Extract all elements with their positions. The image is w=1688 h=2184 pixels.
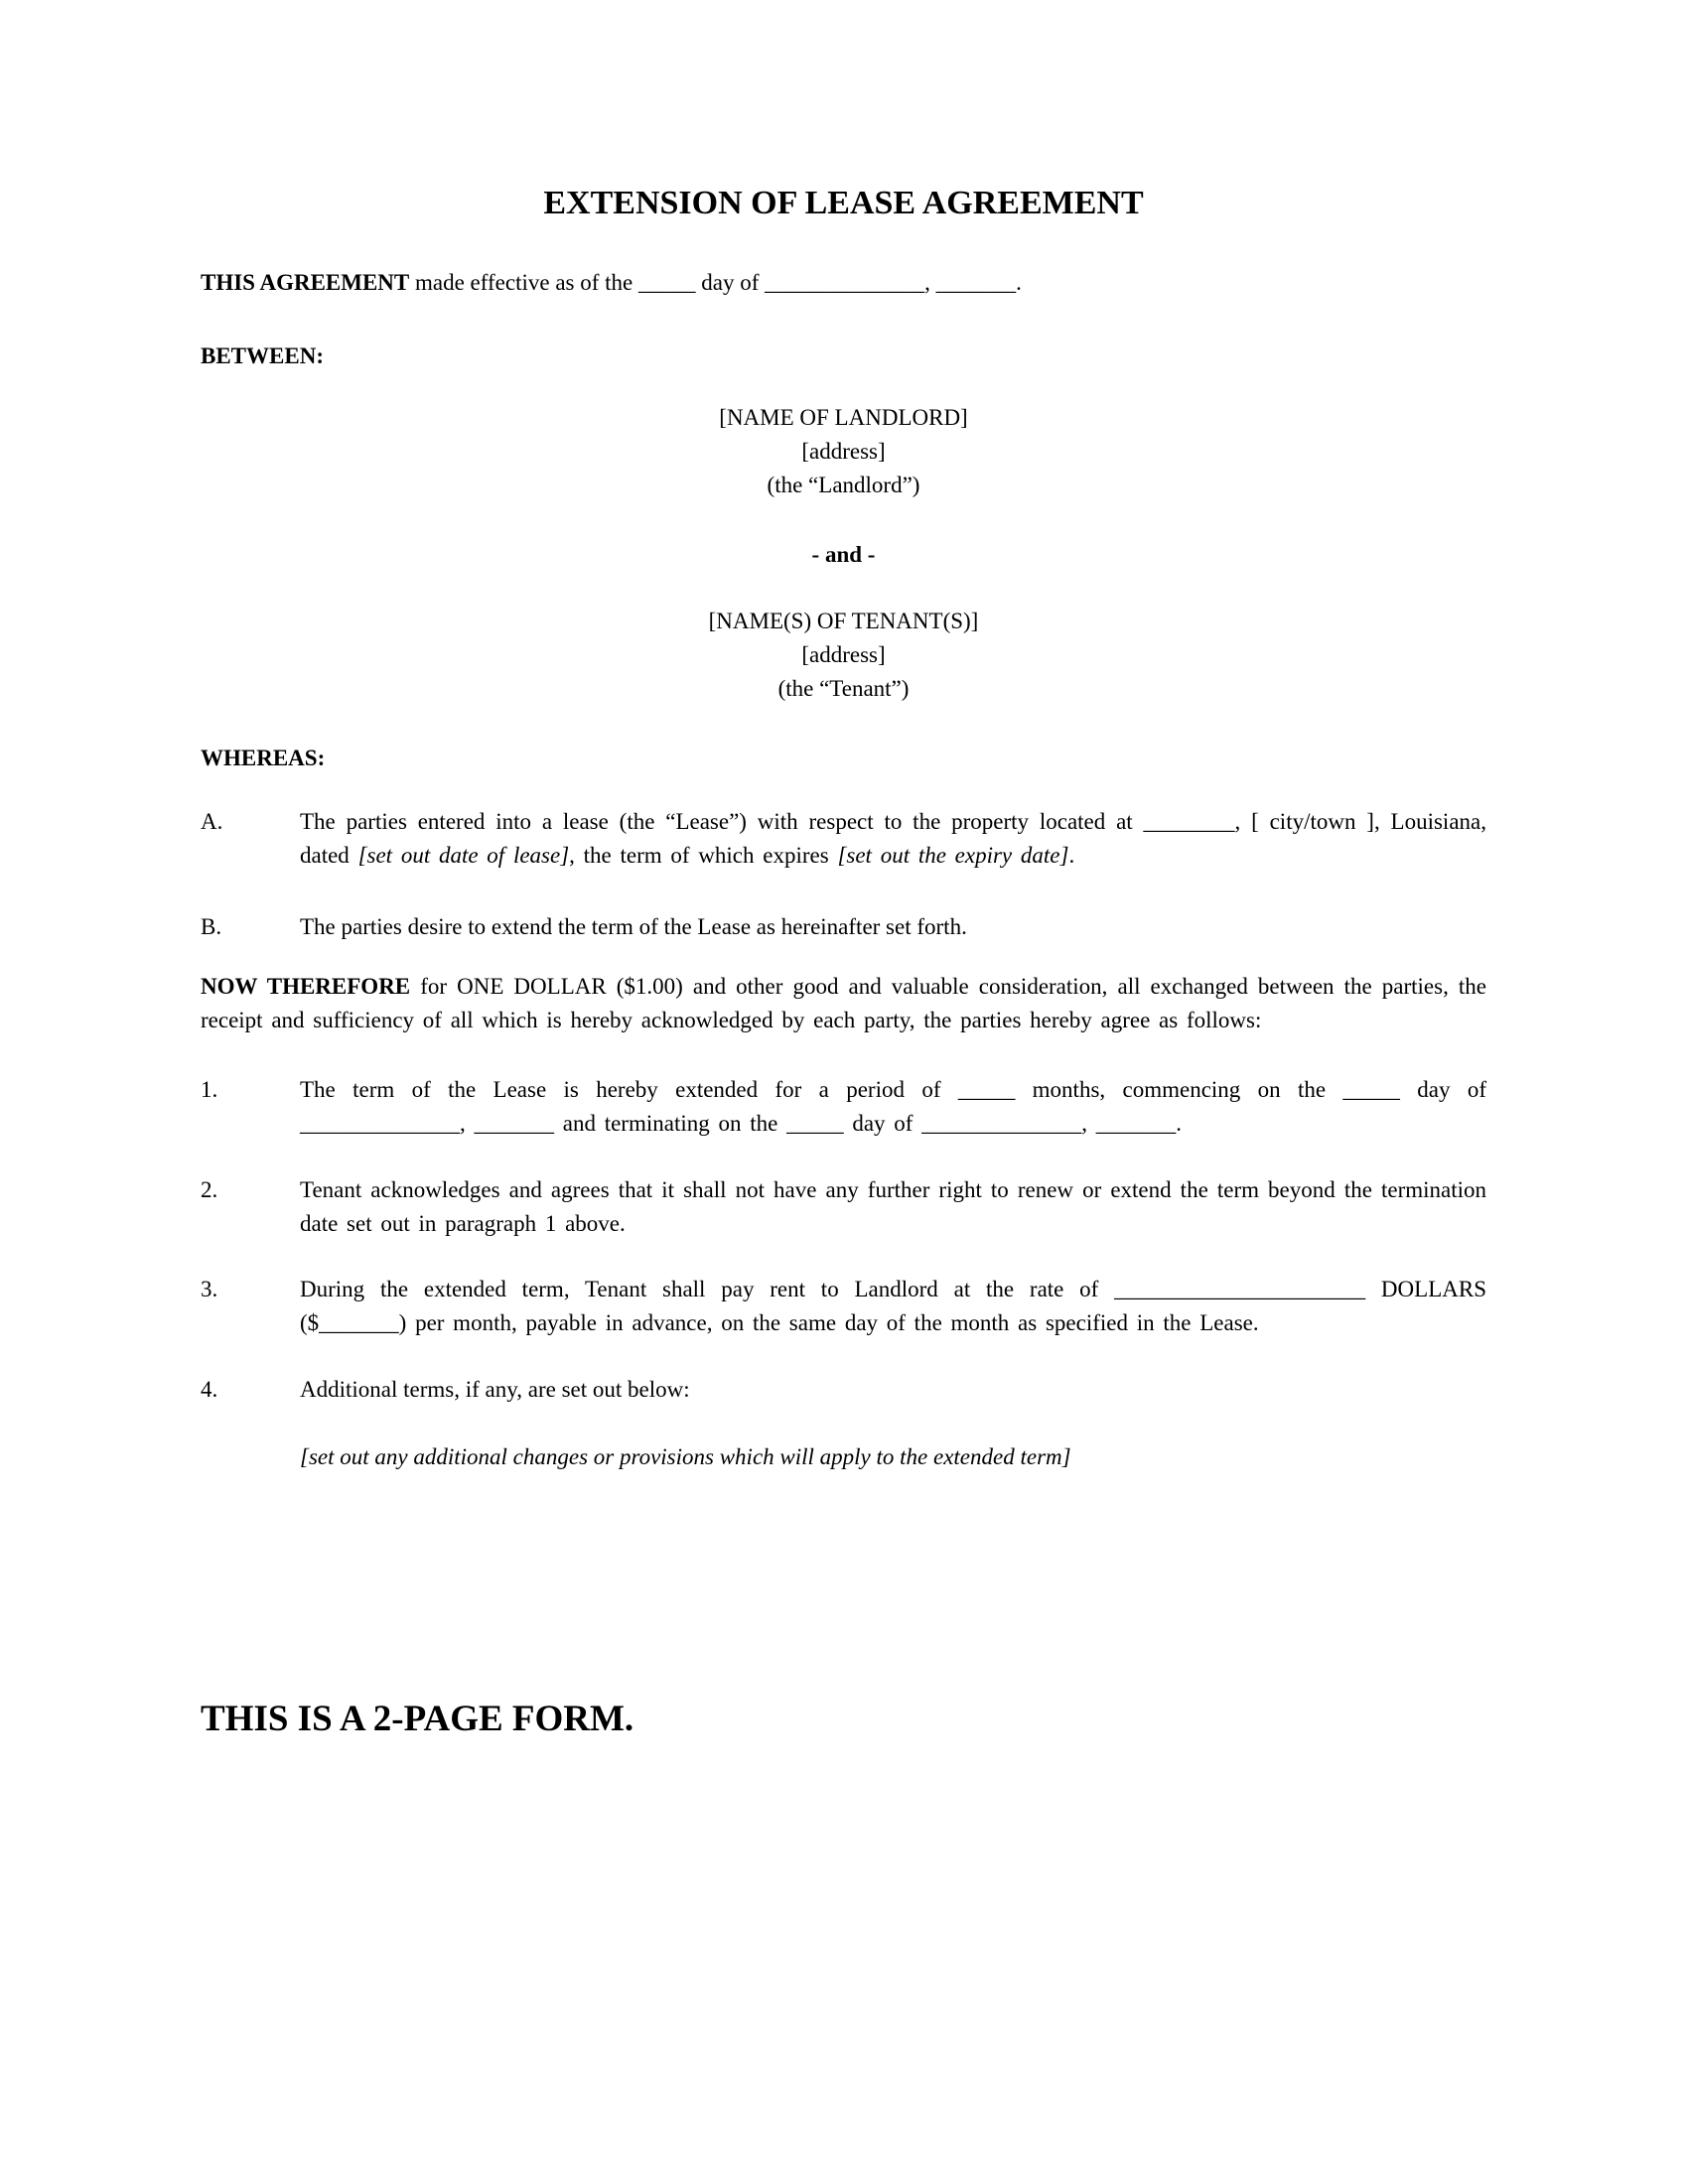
recital-a bbox=[201, 805, 1486, 873]
now-therefore-rest: for ONE DOLLAR ($1.00) and other good and valuable consideration, all exchanged between the parties, the receipt and sufficiency of all which is hereby acknowledged by each party, the parties hereby agree as follows: bbox=[201, 974, 1486, 1032]
recital-a-seg-1: [set out date of lease] bbox=[357, 843, 570, 868]
numbered-item-2 bbox=[201, 1173, 1486, 1241]
recital-a-seg-4: . bbox=[1068, 843, 1075, 868]
item-2-text: Tenant acknowledges and agrees that it shall not have any further right to renew or extend the term beyond the termination date set out in paragraph 1 above. bbox=[300, 1177, 1486, 1236]
landlord-designation: (the “Landlord”) bbox=[767, 473, 920, 497]
and-separator: - and - bbox=[811, 542, 876, 567]
recital-a-seg-0: The parties entered into a lease (the “Lease”) with respect to the property located at ________, [ city/town ], Louisiana, dated bbox=[300, 809, 1486, 868]
numbered-item-3 bbox=[201, 1273, 1486, 1340]
tenant-name: [NAME(S) OF TENANT(S)] bbox=[708, 609, 979, 633]
landlord-address: [address] bbox=[801, 439, 886, 464]
recital-b bbox=[201, 910, 1486, 944]
item-1-text: The term of the Lease is hereby extended for a period of _____ months, commencing on the _____ day of ______________, _______ and terminating on the _____ day of ______________, _______. bbox=[300, 1077, 1486, 1136]
numbered-item-4 bbox=[201, 1373, 1486, 1407]
document-content bbox=[201, 185, 1486, 1740]
item-4-number: 4. bbox=[201, 1377, 218, 1402]
between-label: BETWEEN: bbox=[201, 343, 324, 368]
two-page-form-notice: THIS IS A 2-PAGE FORM. bbox=[201, 1699, 634, 1739]
item-2-number: 2. bbox=[201, 1177, 218, 1202]
item-4-text: Additional terms, if any, are set out below: bbox=[300, 1377, 690, 1402]
recital-a-text bbox=[300, 805, 1486, 873]
landlord-block bbox=[201, 401, 1486, 502]
item-3-text: During the extended term, Tenant shall pay rent to Landlord at the rate of ______________________ DOLLARS ($_______) per month, payable in advance, on the same day of the month as specified in the Lease. bbox=[300, 1277, 1486, 1335]
additional-terms-note: [set out any additional changes or provisions which will apply to the extended term] bbox=[300, 1444, 1071, 1469]
recital-a-seg-3: [set out the expiry date] bbox=[837, 843, 1069, 868]
agreement-intro bbox=[201, 266, 1486, 300]
tenant-designation: (the “Tenant”) bbox=[777, 676, 910, 701]
numbered-item-1 bbox=[201, 1073, 1486, 1141]
landlord-name: [NAME OF LANDLORD] bbox=[719, 405, 968, 430]
document-title: EXTENSION OF LEASE AGREEMENT bbox=[543, 185, 1144, 221]
tenant-block bbox=[201, 605, 1486, 706]
recital-b-label: B. bbox=[201, 914, 222, 939]
recital-a-label: A. bbox=[201, 809, 223, 834]
tenant-address: [address] bbox=[801, 642, 886, 667]
whereas-label: WHEREAS: bbox=[201, 746, 326, 770]
now-therefore-paragraph bbox=[201, 970, 1486, 1037]
recital-a-seg-2: , the term of which expires bbox=[569, 843, 838, 868]
recital-b-text: The parties desire to extend the term of the Lease as hereinafter set forth. bbox=[300, 914, 967, 939]
agreement-intro-bold: THIS AGREEMENT bbox=[201, 270, 410, 295]
item-3-number: 3. bbox=[201, 1277, 218, 1301]
now-therefore-bold: NOW THEREFORE bbox=[201, 974, 411, 999]
item-1-number: 1. bbox=[201, 1077, 218, 1102]
agreement-intro-rest: made effective as of the _____ day of ______________, _______. bbox=[409, 270, 1022, 295]
